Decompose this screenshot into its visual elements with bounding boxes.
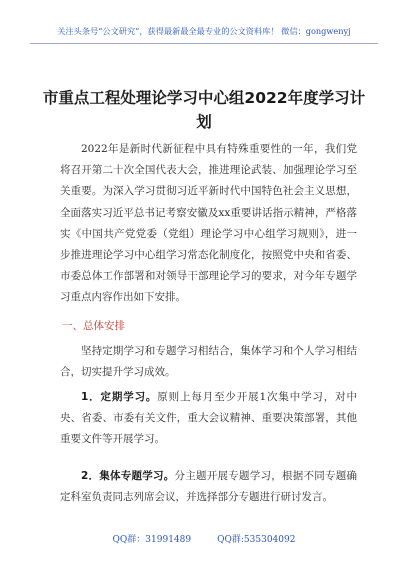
item-collective-study-label: 2．集体专题学习。 — [81, 470, 175, 482]
header-divider — [30, 43, 378, 44]
section-heading-overall: 一、总体安排 — [62, 320, 125, 332]
item-collective-study — [60, 466, 357, 508]
item-regular-study — [60, 387, 357, 451]
item-regular-study-text: 原则上每月至少开展1次集中学习，对中央、省委、市委有关文件，重大会议精神、重要决策部署，其他重要文件等开展学习。 — [60, 391, 357, 446]
footer-qq-group-1: QQ群：31991489 — [112, 535, 192, 545]
footer-qq-group-2: QQ群:535304092 — [217, 535, 296, 545]
footer-contact — [0, 532, 408, 545]
header-promo-note: 关注头条号“公文研究”，获得最新最全最专业的公文资料库！ 微信：gongwenyj — [57, 26, 351, 36]
intro-paragraph: 2022年是新时代新征程中具有特殊重要性的一年，我们党将召开第二十次全国代表大会，推进理论武装、加强理论学习至关重要。为深入学习贯彻习近平新时代中国特色社会主义思想，全面落实习近平总书记考察安徽及xx重要讲话指示精神，严格落实《中国共产党党委（党组）理论学习中心组学习规则》，进一步推进理论学习中心组学习常态化制度化，按照党中央和省委、市委总体工作部署和对领导干部理论学习的要求，对今年专题学习重点内容作出如下安排。 — [60, 143, 357, 304]
document-title: 市重点工程处理论学习中心组2022年度学习计划 — [42, 89, 366, 131]
section-paragraph: 坚持定期学习和专题学习相结合，集体学习和个人学习相结合，切实提升学习成效。 — [60, 345, 357, 379]
item-regular-study-label: 1．定期学习。 — [81, 391, 158, 403]
item-collective-study-text: 分主题开展专题学习，根据不同专题确定科室负责同志列席会议，并选择部分专题进行研讨发言。 — [60, 470, 358, 504]
